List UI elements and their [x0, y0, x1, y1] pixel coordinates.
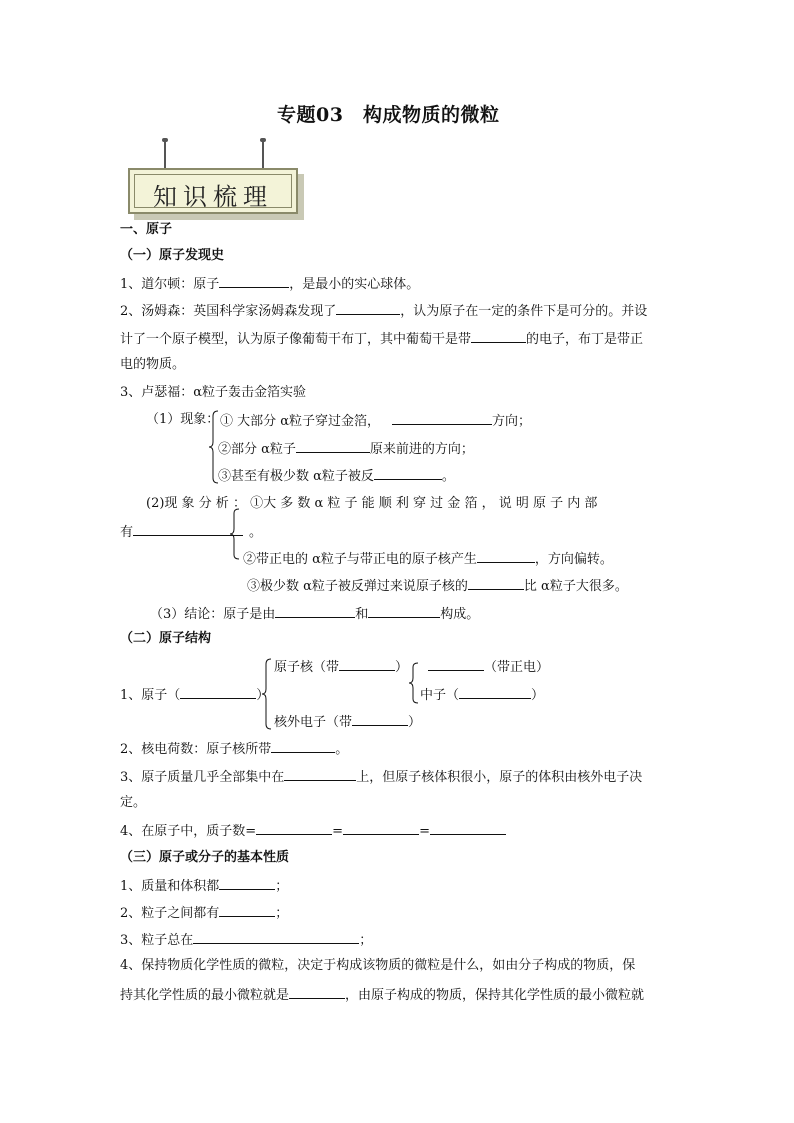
- fill-blank[interactable]: [468, 577, 524, 590]
- brace-nucleus: [408, 662, 420, 704]
- fill-blank[interactable]: [284, 768, 356, 781]
- mass-line-1: 3、原子质量几乎全部集中在 上，但原子核体积很小，原子的体积由核外电子决: [120, 770, 643, 785]
- fill-blank[interactable]: [339, 658, 395, 671]
- fill-blank[interactable]: [193, 931, 359, 944]
- property-1: 1、质量和体积都 ；: [120, 879, 289, 894]
- subheading-history: （一）原子发现史: [120, 248, 225, 263]
- property-4-line-2: 持其化学性质的最小微粒就是 ，由原子构成的物质，保持其化学性质的最小微粒就: [120, 988, 645, 1003]
- fill-blank[interactable]: [392, 412, 492, 425]
- dalton-line: 1、道尔顿：原子 ，是最小的实心球体。: [120, 277, 420, 292]
- fill-blank[interactable]: [133, 523, 243, 536]
- banner-text: 知识梳理: [153, 183, 273, 211]
- fill-blank[interactable]: [180, 686, 256, 699]
- hanger-left: [164, 140, 166, 170]
- page-title: 专题03 构成物质的微粒: [277, 104, 500, 126]
- fill-blank[interactable]: [275, 605, 355, 618]
- subheading-properties: （三）原子或分子的基本性质: [120, 850, 290, 865]
- brace-atom: [261, 658, 273, 730]
- subheading-structure: （二）原子结构: [120, 631, 212, 646]
- fill-blank[interactable]: [219, 275, 289, 288]
- neutron-line: 中子（ ）: [420, 688, 545, 703]
- hanger-right: [262, 140, 264, 170]
- mass-line-2: 定。: [120, 795, 147, 810]
- fill-blank[interactable]: [296, 440, 370, 453]
- section-heading-atom: 一、原子: [120, 222, 173, 237]
- thomson-line-2: 计了一个原子模型，认为原子像葡萄干布丁，其中葡萄干是带 的电子，布丁是带正: [120, 332, 644, 347]
- charge-line: 2、核电荷数：原子核所带 。: [120, 742, 349, 757]
- analysis-line-1: (2)现 象 分 析 ： ①大 多 数 α 粒 子 能 顺 利 穿 过 金 箔 ， 说 明 原 子 内 部: [146, 496, 598, 511]
- fill-blank[interactable]: [219, 904, 275, 917]
- atom-line: 1、原子（ ）: [120, 688, 270, 703]
- property-2: 2、粒子之间都有 ；: [120, 906, 289, 921]
- equality-line: 4、在原子中，质子数= = =: [120, 822, 506, 840]
- analysis-2: ②带正电的 α粒子与带正电的原子核产生 ，方向偏转。: [243, 552, 613, 567]
- fill-blank[interactable]: [430, 822, 506, 835]
- observation-2: ②部分 α粒子 原来前进的方向；: [218, 442, 474, 457]
- fill-blank[interactable]: [336, 302, 400, 315]
- thomson-line-1: 2、汤姆森：英国科学家汤姆森发现了 ，认为原子在一定的条件下是可分的。并设: [120, 304, 648, 319]
- fill-blank[interactable]: [459, 686, 531, 699]
- thomson-line-3: 电的物质。: [120, 357, 186, 372]
- nucleus-line: 原子核（带 ）: [274, 660, 409, 675]
- fill-blank[interactable]: [289, 986, 345, 999]
- fill-blank[interactable]: [256, 822, 332, 835]
- rutherford-title: 3、卢瑟福：α粒子轰击金箔实验: [120, 385, 307, 400]
- knowledge-banner: [128, 140, 306, 222]
- fill-blank[interactable]: [428, 658, 484, 671]
- observation-3: ③甚至有极少数 α粒子被反 。: [218, 469, 455, 484]
- property-3: 3、粒子总在 ；: [120, 933, 373, 948]
- analysis-3: ③极少数 α粒子被反弹过来说原子核的 比 α粒子大很多。: [247, 579, 628, 594]
- electron-line: 核外电子（带 ）: [274, 715, 422, 730]
- fill-blank[interactable]: [352, 713, 408, 726]
- fill-blank[interactable]: [368, 605, 440, 618]
- fill-blank[interactable]: [374, 467, 442, 480]
- fill-blank[interactable]: [343, 822, 419, 835]
- fill-blank[interactable]: [471, 330, 526, 343]
- fill-blank[interactable]: [271, 740, 335, 753]
- analysis-line-2: 有 。: [120, 525, 263, 540]
- fill-blank[interactable]: [477, 550, 535, 563]
- proton-line: （带正电）: [428, 658, 549, 676]
- observation-label: （1）现象：: [146, 412, 220, 427]
- fill-blank[interactable]: [219, 877, 275, 890]
- conclusion-line: （3）结论：原子是由 和 构成。: [150, 607, 480, 622]
- property-4-line-1: 4、保持物质化学性质的微粒，决定于构成该物质的微粒是什么，如由分子构成的物质，保: [120, 958, 636, 973]
- observation-1: ① 大部分 α粒子穿过金箔， 方向；: [220, 414, 532, 429]
